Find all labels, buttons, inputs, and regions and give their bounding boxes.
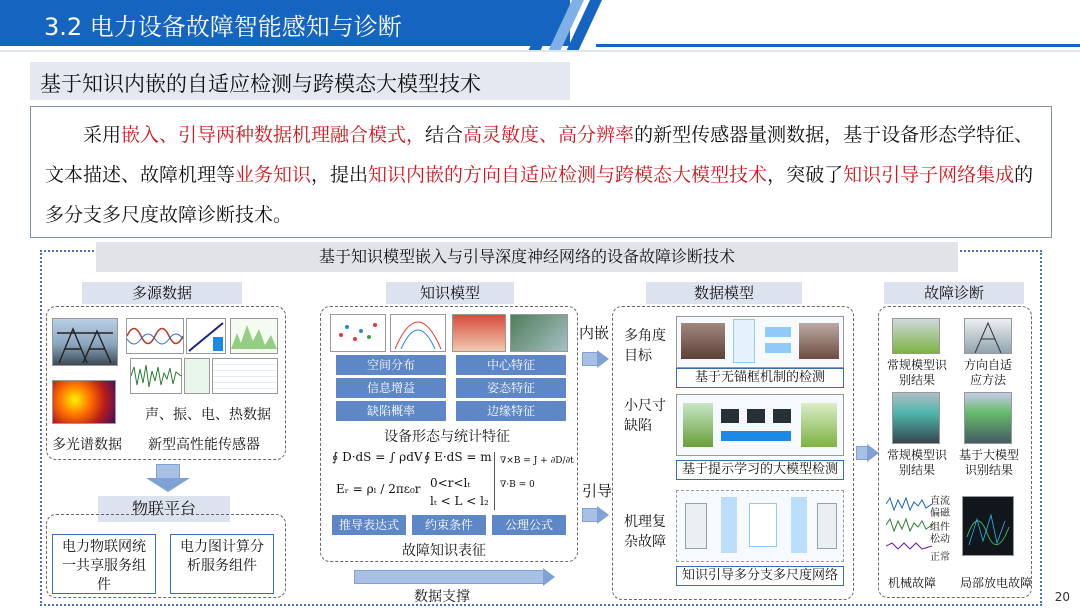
curve-plot [390,314,446,352]
mechanical-fault-caption: 机械故障 [888,576,937,590]
transformer-image [892,392,940,444]
para-highlight: 嵌入、引导两种数据机理融合模式， [121,124,426,146]
embed-label: 内嵌 [579,324,610,342]
branch-block [721,497,737,553]
para-text: 结合 [425,124,464,146]
output-image [799,323,839,359]
formula-gauss: ∮ D·dS = ∫ ρdV [332,450,423,464]
encoder-block [773,409,791,423]
morphology-caption: 设备形态与统计特征 [384,429,510,445]
small-defect-label: 小尺寸缺陷 [624,398,666,434]
output-block [817,503,837,549]
summary-paragraph [30,106,1052,238]
result-caption: 常规模型识别结果 [886,358,947,387]
embed-arrow-icon [597,350,609,368]
waveform-icon [127,319,183,353]
para-highlight: 高灵敏度、高分辨率 [463,124,635,146]
sensor-caption: 新型高性能传感器 [148,437,260,453]
complex-fault-label: 机理复杂故障 [624,514,666,550]
multi-branch-caption: 知识引导多分支多尺度网络 [676,566,844,586]
vibration-chart [130,358,182,394]
title-underline [596,44,1080,47]
para-text: 的多分支多尺度故障诊断技术。 [45,164,1034,226]
guide-arrow-shaft [582,508,598,522]
iot-service-box: 电力物联网统一共享服务组件 [52,534,156,594]
para-text: ，突破了 [767,164,844,186]
spectral-caption: 多光谱数据 [52,437,122,453]
spectrum-chart [230,318,278,354]
device-3d-view [510,314,568,352]
result-caption: 常规模型识别结果 [886,448,947,477]
para-highlight: 知识内嵌的方向自适应检测与跨模态大模型技术 [368,164,768,186]
fault-knowledge-caption: 故障知识表征 [402,543,486,559]
prompt-learning-diagram [676,394,844,456]
feature-chip: 边缘特征 [456,401,566,421]
feature-block [733,319,755,363]
prompt-block [721,431,791,441]
guide-label: 引导 [582,482,613,500]
feature-chip: 信息增益 [336,378,446,398]
feature-chip: 空间分布 [336,355,446,375]
diagnosis-label: 故障诊断 [884,282,1024,304]
fusion-block [749,503,777,547]
encoder-block [721,409,739,423]
prompt-learning-caption: 基于提示学习的大模型检测 [676,460,844,480]
formula-maxwell: ∇·B = 0 [500,480,535,490]
section-subtitle: 基于知识内嵌的自适应检测与跨模态大模型技术 [30,62,570,100]
vibration-signals [886,494,932,556]
head-block [765,327,791,337]
para-highlight: 知识引导子网络集成 [843,164,1015,186]
support-arrow-icon [543,568,555,586]
discharge-fault-caption: 局部放电故障 [960,576,1033,590]
legend-loose: 组件松动 [930,522,950,545]
discharge-icon [963,497,1013,555]
support-arrow-shaft [354,570,544,584]
down-arrow-icon [146,478,190,492]
para-text: ，提出 [311,164,369,186]
encoder-block [747,409,765,423]
anchor-free-diagram [676,316,844,368]
constraint-chip: 约束条件 [412,515,486,535]
guide-arrow-icon [597,506,609,524]
noise-icon [131,359,181,393]
multi-angle-label: 多角度目标 [624,328,666,364]
title-stripes [524,0,604,52]
input-block [685,503,707,549]
result-caption: 基于大模型识别结果 [958,448,1019,477]
multi-branch-diagram [676,490,844,562]
curve-icon [391,315,445,351]
feature-chip: 中心特征 [456,355,566,375]
result-image [964,318,1012,354]
acoustic-caption: 声、振、电、热数据 [145,407,271,423]
para-text: 采用 [83,124,122,146]
waveform-chart [126,318,184,354]
input-image [681,323,725,359]
input-image [683,403,713,447]
anchor-free-caption: 基于无锚框机制的检测 [676,368,844,388]
tower-icon [53,319,117,365]
formula-constraint: lₜ < L < l₂ [430,494,489,508]
partial-discharge-plot [962,496,1014,556]
para-text: 的新型传感器量测数据，基于设备形态学特征、文本描述、故障机理等 [45,124,1034,186]
formula-constraint: 0<r<lₜ [430,476,471,490]
axiom-chip: 公理公式 [492,515,566,535]
result-image [892,318,940,354]
head-block [765,343,791,353]
title-divider [0,50,1080,52]
page-title: 3.2 电力设备故障智能感知与诊断 [44,13,402,41]
diagram-banner: 基于知识模型嵌入与引导深度神经网络的设备故障诊断技术 [96,242,958,272]
support-label: 数据支撑 [414,589,470,605]
derivation-chip: 推导表达式 [332,515,406,535]
formula-flux: ∮ E·dS = m [424,450,492,464]
legend-normal: 正常 [930,552,950,563]
equipment-photo [452,314,506,352]
line-chart [186,318,226,354]
result-caption: 方向自适应方法 [963,358,1012,387]
infrared-image [52,380,116,424]
sensor-table [212,358,278,394]
data-model-label: 数据模型 [646,282,802,304]
output-image [801,403,837,447]
knowledge-model-label: 知识模型 [386,282,514,304]
transformer-image [964,392,1012,444]
formula-field: Eᵣ = ρₗ / 2πε₀r [336,482,421,496]
embed-arrow-shaft [582,352,598,366]
thermal-panel [184,358,210,394]
branch-block [791,497,807,553]
para-highlight: 业务知识 [235,164,312,186]
multi-source-label: 多源数据 [82,282,242,304]
tower-icon [965,319,1011,353]
formula-maxwell: ∇×B = J + ∂D/∂t [500,456,574,466]
substation-photo [52,318,118,366]
feature-chip: 姿态特征 [456,378,566,398]
legend-dc-bias: 直流偏磁 [930,496,950,519]
signal-icon [886,494,932,556]
graph-service-box: 电力图计算分析服务组件 [170,534,274,594]
spectrum-icon [231,319,277,353]
scatter-plot [330,314,386,352]
trend-icon [187,319,225,353]
feature-chip: 缺陷概率 [336,401,446,421]
iot-platform-label: 物联平台 [98,496,230,522]
page-number: 20 [1054,590,1070,604]
formula-divider [494,452,495,510]
scatter-icon [331,315,385,351]
